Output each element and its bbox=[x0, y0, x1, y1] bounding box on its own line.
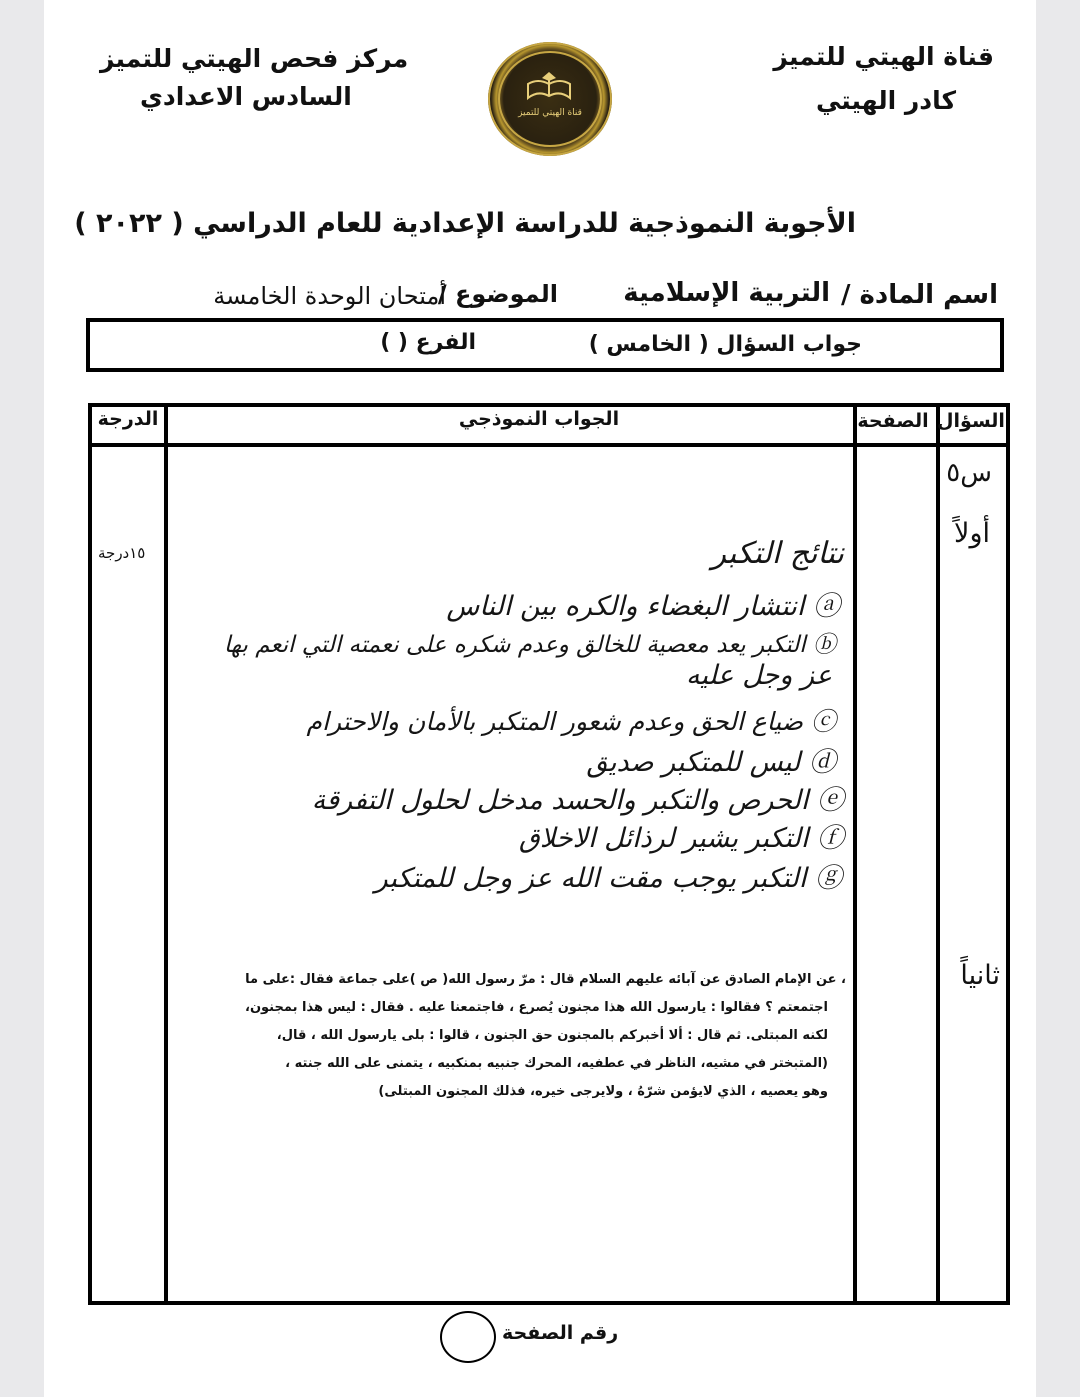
header-staff-name: كادر الهيتي bbox=[815, 86, 956, 115]
handwritten-line: ⓓ ليس للمتكبر صديق bbox=[586, 747, 836, 778]
handwritten-line: ⓒ ضياع الحق وعدم شعور المتكبر بالأمان والاحترام bbox=[306, 707, 836, 736]
branch-label: الفرع ( ) bbox=[380, 330, 476, 355]
handwritten-line: ⓑ التكبر يعد معصية للخالق وعدم شكره على نعمته التي انعم بها bbox=[223, 632, 836, 658]
handwritten-line: ⓐ انتشار البغضاء والكره بين الناس bbox=[446, 591, 840, 622]
question-number: س٥ bbox=[946, 458, 992, 488]
handwritten-line: ⓕ التكبر يشير لرذائل الاخلاق bbox=[518, 823, 844, 854]
handwritten-line: عز وجل عليه bbox=[685, 660, 832, 691]
answer-question-label: جواب السؤال ( الخامس ) bbox=[588, 332, 862, 357]
hadith-line: (المتبختر في مشيه، الناظر في عطفيه، المحرك جنبيه بمنكبيه ، يتمنى على الله جنته ، bbox=[285, 1056, 828, 1071]
handwritten-line: ⓖ التكبر يوجب مقت الله عز وجل للمتكبر bbox=[374, 863, 842, 894]
header-channel-name: قناة الهيتي للتميز bbox=[773, 42, 994, 71]
header-grade-level: السادس الاعدادي bbox=[140, 82, 352, 111]
part-one-label: أولاً bbox=[954, 518, 990, 549]
document-title: الأجوبة النموذجية للدراسة الإعدادية للعام الدراسي ( ٢٠٢٢ ) bbox=[74, 208, 856, 239]
header-page: الصفحة bbox=[857, 410, 929, 432]
topic-label: الموضوع / bbox=[437, 280, 558, 308]
page-number-label: رقم الصفحة bbox=[502, 1322, 619, 1344]
header-question: السؤال bbox=[937, 410, 1005, 432]
page-number-circle bbox=[440, 1311, 496, 1363]
book-pen-icon bbox=[526, 72, 572, 102]
question-info-box bbox=[86, 318, 1004, 372]
header-center-name: مركز فحص الهيتي للتميز bbox=[100, 44, 409, 73]
topic-value: أمتحان الوحدة الخامسة bbox=[213, 282, 446, 310]
subject-value: التربية الإسلامية bbox=[623, 278, 830, 308]
header-model-answer: الجواب النموذجي bbox=[458, 408, 620, 430]
handwritten-line: ⓔ الحرص والتكبر والحسد مدخل لحلول التفرقة bbox=[311, 785, 844, 816]
subject-label: اسم المادة / bbox=[840, 280, 998, 310]
hadith-line: لكنه المبتلى. ثم قال : ألا أخبركم بالمجنون حق الجنون ، قالوا : بلى يارسول الله ، قال، bbox=[276, 1028, 828, 1043]
hadith-line: اجتمعتم ؟ فقالوا : يارسول الله هذا مجنون يُصرع ، فاجتمعنا عليه . فقال : ليس هذا بمجنون، bbox=[245, 1000, 828, 1015]
hadith-line: وهو يعصيه ، الذي لايؤمن شرّهُ ، ولايرجى خيره، فذلك المجنون المبتلى) bbox=[378, 1084, 828, 1099]
grade-value: ١٥درجة bbox=[98, 544, 146, 562]
header-grade: الدرجة bbox=[97, 408, 159, 430]
handwritten-title: نتائج التكبر bbox=[711, 536, 844, 571]
hadith-line: ، عن الإمام الصادق عن آبائه عليهم السلام قال : مرّ رسول الله( ص )على جماعة فقال :على ما bbox=[245, 972, 846, 987]
part-two-label: ثانياً bbox=[960, 960, 1000, 991]
channel-logo-seal: قناة الهيتي للتميز bbox=[488, 42, 612, 156]
